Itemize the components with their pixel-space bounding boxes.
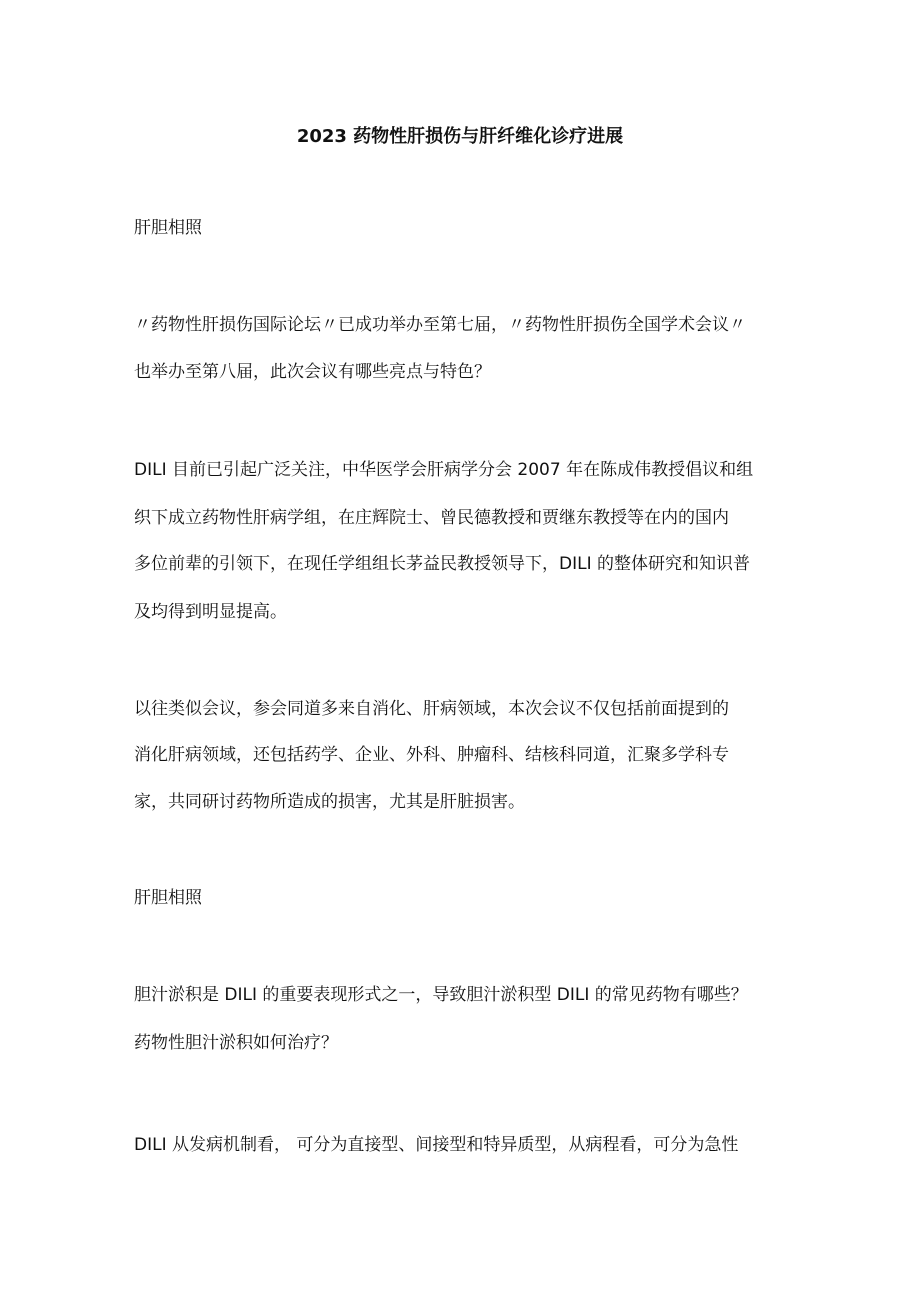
paragraph-line: DILI 从发病机制看， 可分为直接型、间接型和特异质型，从病程看，可分为急性	[134, 1135, 739, 1155]
paragraph-line: 多位前辈的引领下，在现任学组组长茅益民教授领导下，DILI 的整体研究和知识普	[134, 554, 750, 574]
document-title: 2023 药物性肝损伤与肝纤维化诊疗进展	[296, 126, 624, 147]
question-line: 也举办至第八届，此次会议有哪些亮点与特色？	[134, 362, 491, 382]
paragraph-line: DILI 目前已引起广泛关注，中华医学会肝病学分会 2007 年在陈成伟教授倡议和组	[134, 460, 754, 480]
paragraph-line: 消化肝病领域，还包括药学、企业、外科、肿瘤科、结核科同道，汇聚多学科专	[134, 745, 729, 765]
question-line: 药物性胆汁淤积如何治疗？	[134, 1033, 338, 1053]
section-heading: 肝胆相照	[134, 888, 202, 908]
question-line: 〃药物性肝损伤国际论坛〃已成功举办至第七届，〃药物性肝损伤全国学术会议〃	[134, 315, 746, 335]
paragraph-line: 织下成立药物性肝病学组，在庄辉院士、曾民德教授和贾继东教授等在内的国内	[134, 508, 729, 528]
paragraph-line: 家，共同研讨药物所造成的损害，尤其是肝脏损害。	[134, 792, 525, 812]
paragraph-line: 及均得到明显提高。	[134, 602, 287, 622]
paragraph-line: 以往类似会议，参会同道多来自消化、肝病领域，本次会议不仅包括前面提到的	[134, 699, 729, 719]
section-heading: 肝胆相照	[134, 218, 202, 238]
question-line: 胆汁淤积是 DILI 的重要表现形式之一，导致胆汁淤积型 DILI 的常见药物有哪些？	[134, 985, 748, 1005]
